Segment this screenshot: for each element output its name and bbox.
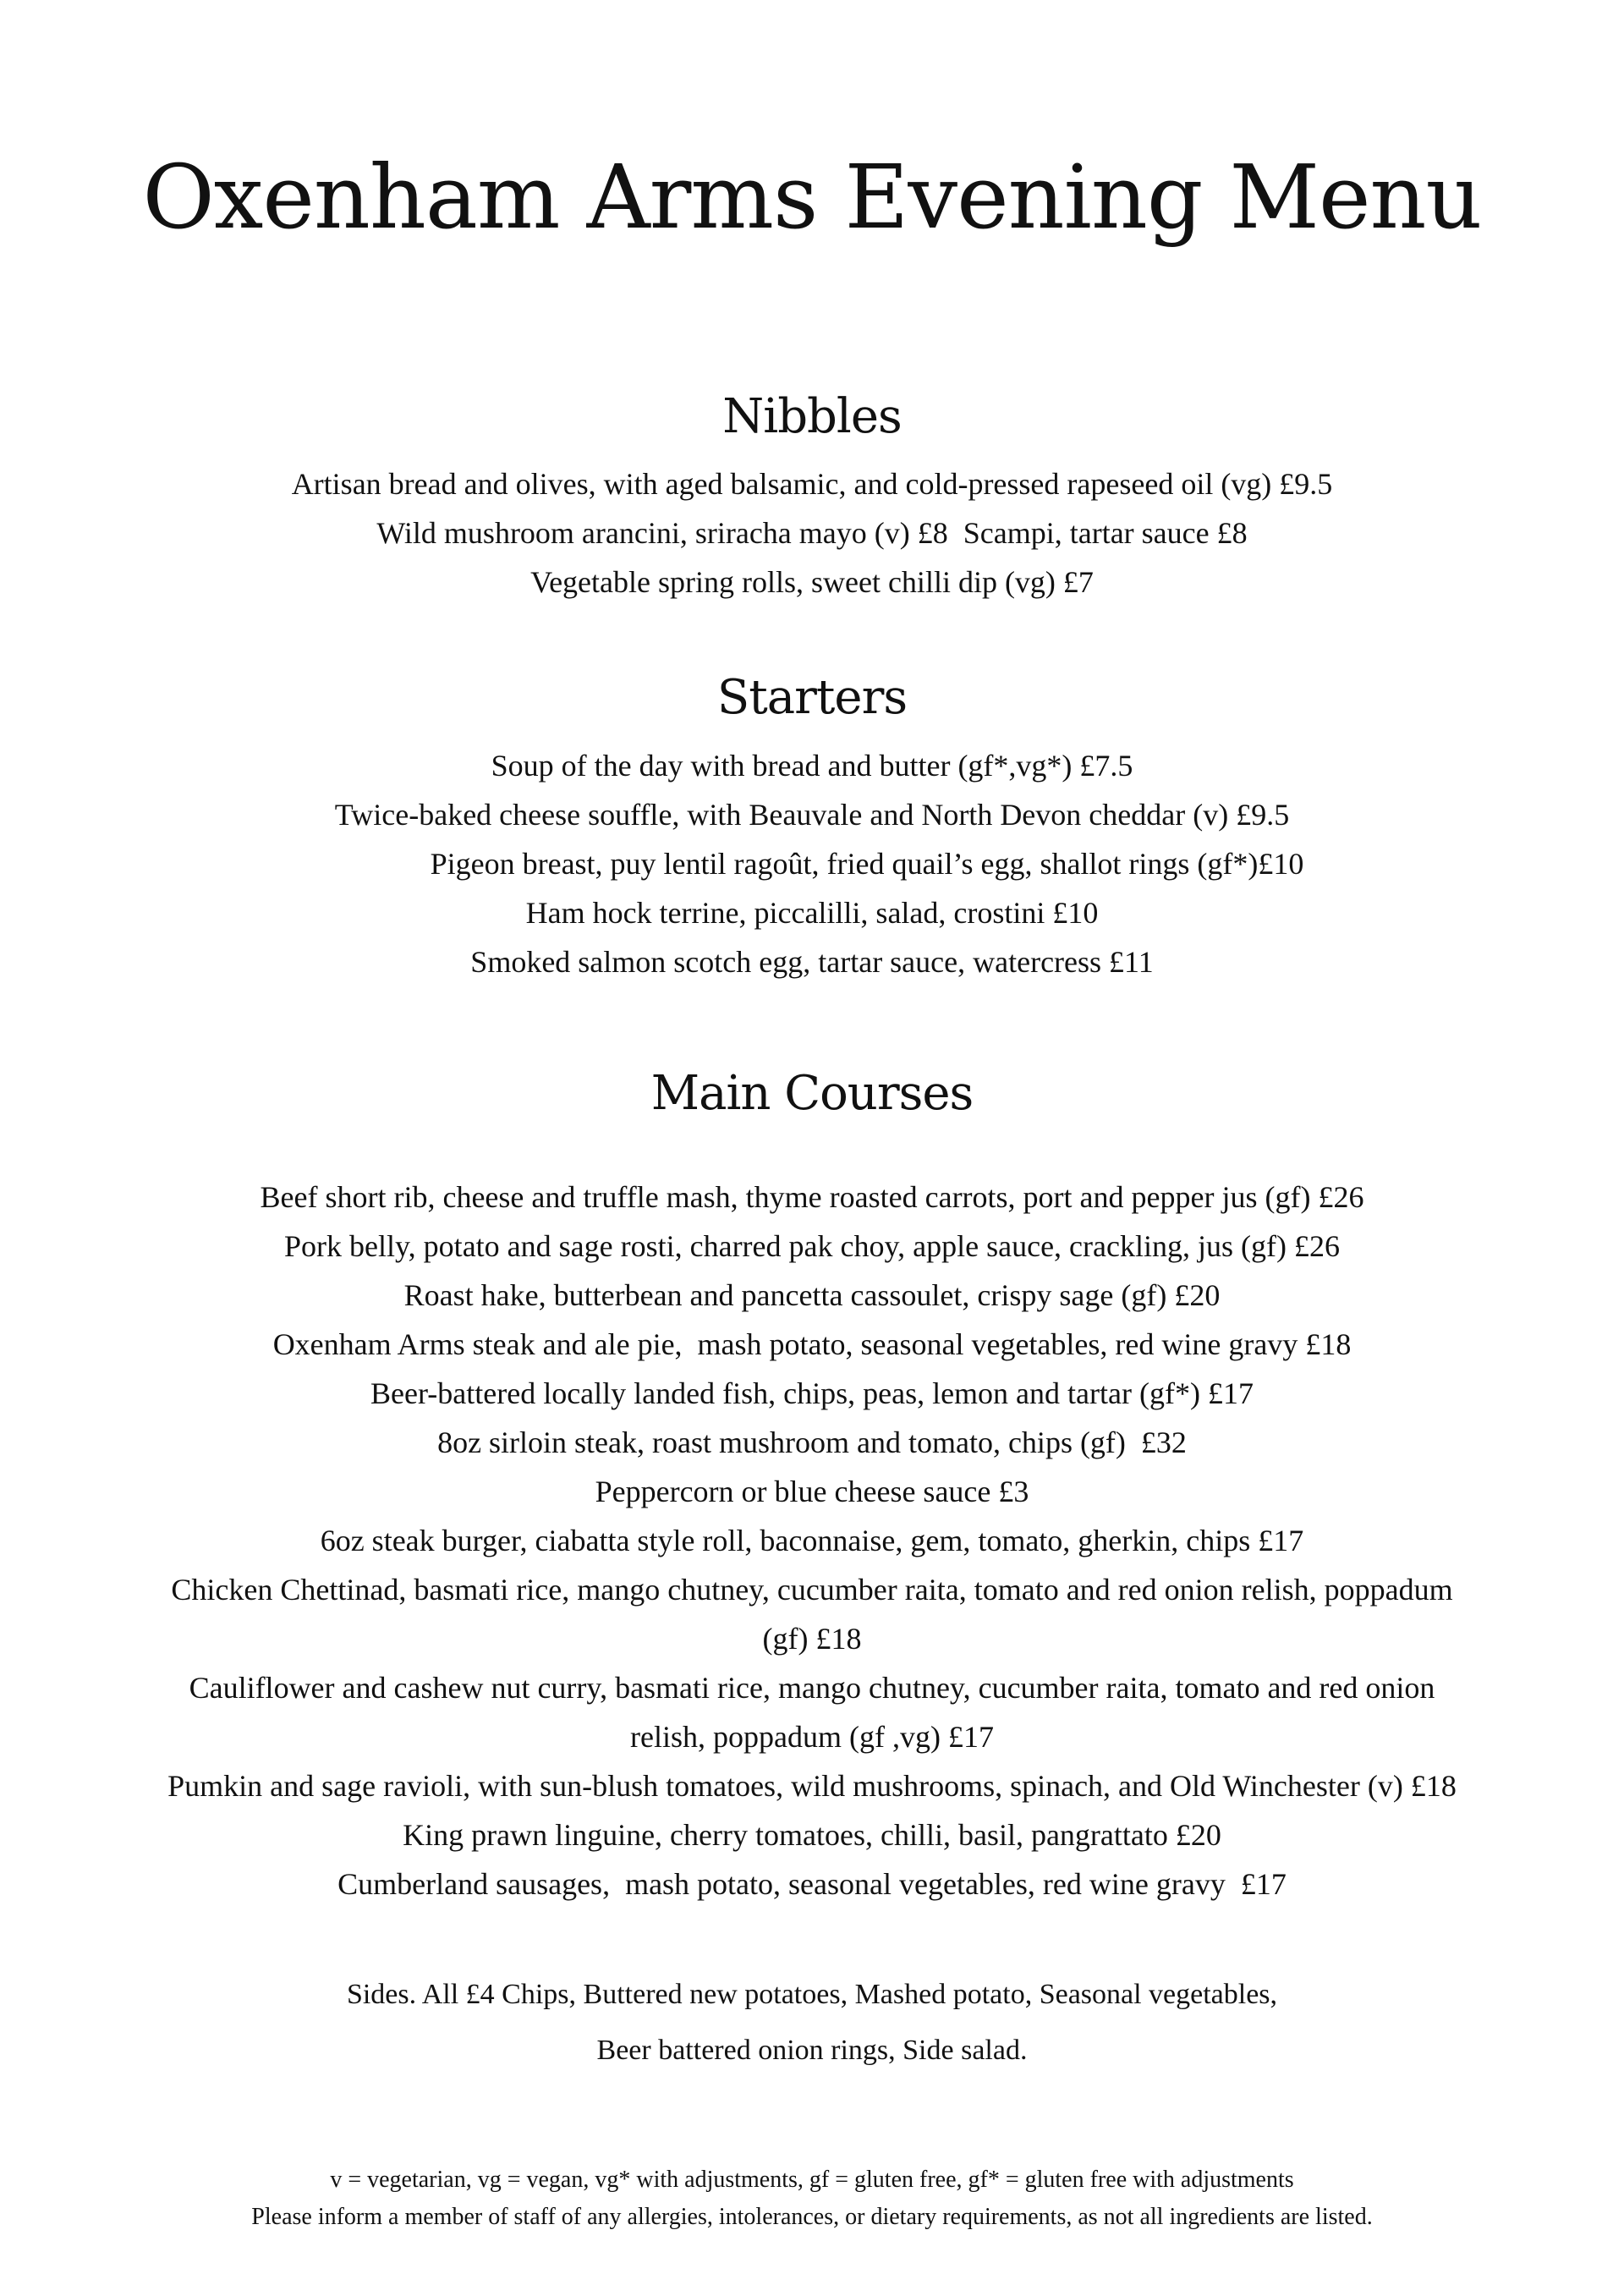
- menu-item: Roast hake, butterbean and pancetta cassoulet, crispy sage (gf) £20: [403, 1278, 1221, 1312]
- menu-item: Oxenham Arms steak and ale pie, mash potato, seasonal vegetables, red wine gravy £18: [272, 1327, 1352, 1361]
- nibbles-list: [0, 459, 1624, 607]
- main-courses-list: [0, 1173, 1624, 1909]
- dietary-key: v = vegetarian, vg = vegan, vg* with adjustments, gf = gluten free, gf* = gluten free with adjustments: [330, 2167, 1294, 2193]
- menu-title: Oxenham Arms Evening Menu: [142, 146, 1482, 249]
- allergy-notice: Please inform a member of staff of any allergies, intolerances, or dietary requirements, as not all ingredients are listed.: [251, 2204, 1373, 2230]
- menu-item: Vegetable spring rolls, sweet chilli dip (vg) £7: [530, 565, 1094, 599]
- menu-item: Cauliflower and cashew nut curry, basmati rice, mango chutney, cucumber raita, tomato and red onion: [189, 1671, 1435, 1705]
- menu-item-continued: relish, poppadum (gf ,vg) £17: [630, 1720, 994, 1754]
- menu-item: Chicken Chettinad, basmati rice, mango chutney, cucumber raita, tomato and red onion relish, poppadum: [171, 1573, 1453, 1607]
- menu-item: Pork belly, potato and sage rosti, charred pak choy, apple sauce, crackling, jus (gf) £26: [284, 1229, 1340, 1263]
- starters-heading: Starters: [716, 670, 908, 725]
- dietary-footer: [0, 2161, 1624, 2236]
- menu-item: Ham hock terrine, piccalilli, salad, crostini £10: [525, 896, 1099, 930]
- menu-item: 6oz steak burger, ciabatta style roll, baconnaise, gem, tomato, gherkin, chips £17: [320, 1524, 1304, 1557]
- menu-item: Soup of the day with bread and butter (gf*,vg*) £7.5: [491, 749, 1133, 783]
- sides-line: Beer battered onion rings, Side salad.: [596, 2035, 1028, 2066]
- menu-item: Twice-baked cheese souffle, with Beauvale and North Devon cheddar (v) £9.5: [334, 798, 1290, 832]
- nibbles-heading: Nibbles: [722, 389, 902, 444]
- menu-item: Pigeon breast, puy lentil ragoût, fried quail’s egg, shallot rings (gf*)£10: [430, 847, 1304, 881]
- sides-line: Sides. All £4 Chips, Buttered new potatoes, Mashed potato, Seasonal vegetables,: [346, 1979, 1278, 2010]
- menu-item: Cumberland sausages, mash potato, seasonal vegetables, red wine gravy £17: [337, 1867, 1287, 1901]
- menu-item: 8oz sirloin steak, roast mushroom and tomato, chips (gf) £32: [437, 1425, 1187, 1459]
- starters-list: [0, 741, 1624, 986]
- menu-item: Peppercorn or blue cheese sauce £3: [595, 1475, 1029, 1508]
- menu-item: Smoked salmon scotch egg, tartar sauce, watercress £11: [470, 945, 1154, 979]
- main-courses-heading: Main Courses: [650, 1066, 974, 1121]
- menu-item: Beef short rib, cheese and truffle mash, thyme roasted carrots, port and pepper jus (gf) £26: [260, 1180, 1364, 1214]
- menu-item: Wild mushroom arancini, sriracha mayo (v) £8 Scampi, tartar sauce £8: [376, 516, 1248, 550]
- sides-note: [0, 1967, 1624, 2079]
- menu-item: Artisan bread and olives, with aged balsamic, and cold-pressed rapeseed oil (vg) £9.5: [291, 467, 1333, 501]
- menu-item-continued: (gf) £18: [762, 1622, 862, 1656]
- menu-item: King prawn linguine, cherry tomatoes, chilli, basil, pangrattato £20: [403, 1818, 1221, 1852]
- menu-item: Beer-battered locally landed fish, chips, peas, lemon and tartar (gf*) £17: [370, 1376, 1254, 1410]
- menu-item: Pumkin and sage ravioli, with sun-blush tomatoes, wild mushrooms, spinach, and Old Winchester (v) £18: [167, 1769, 1457, 1803]
